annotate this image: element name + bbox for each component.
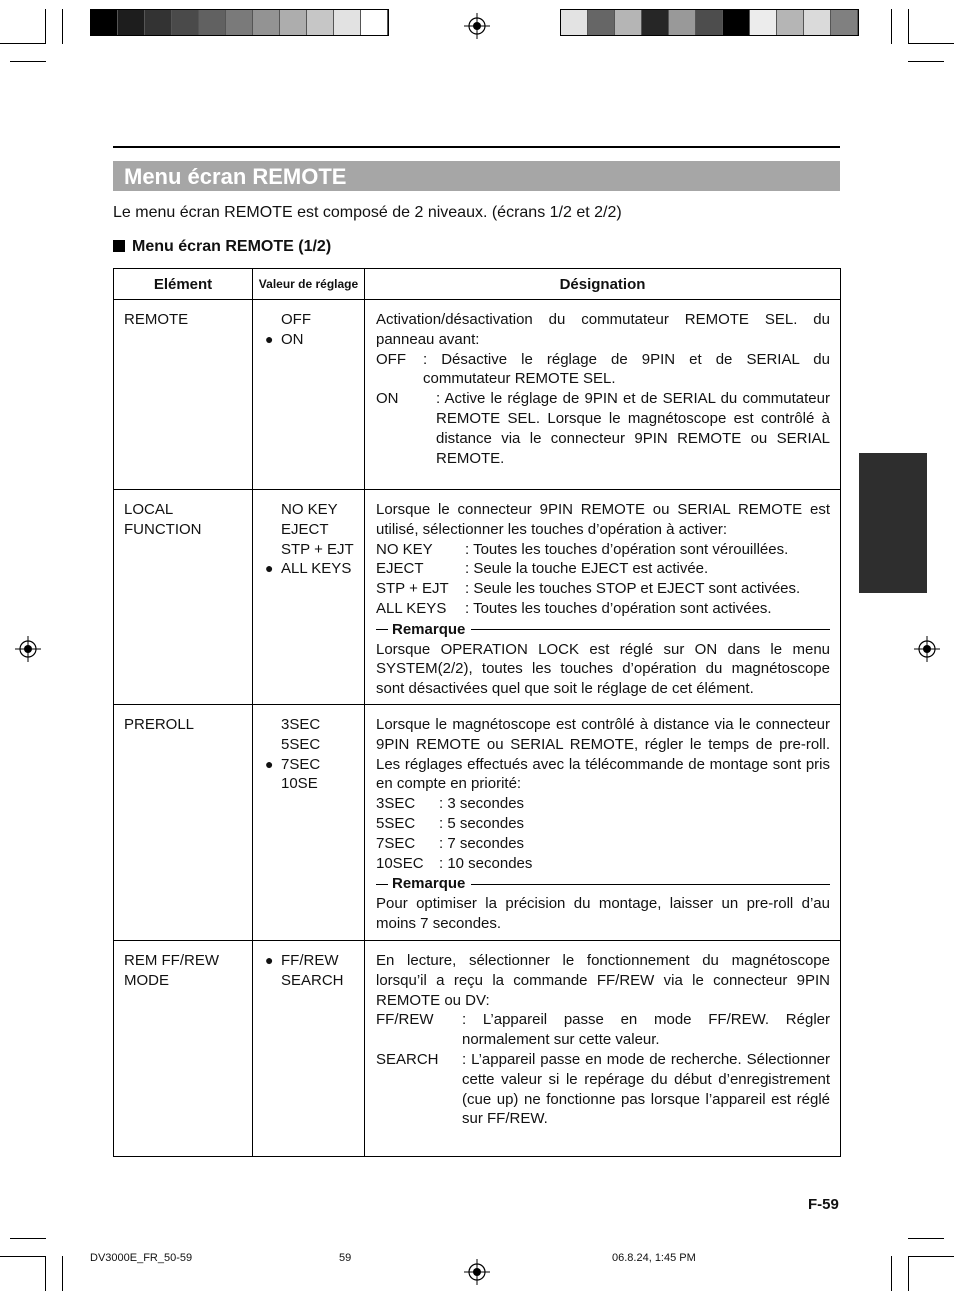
option-key: ALL KEYS — [376, 599, 447, 617]
color-swatch — [118, 10, 145, 35]
remark-rule — [471, 629, 830, 630]
option-description — [376, 559, 830, 579]
section-heading-text: Menu écran REMOTE (1/2) — [132, 238, 332, 255]
option-label: 7SEC — [281, 755, 321, 773]
color-swatch — [588, 10, 615, 35]
color-swatch — [91, 10, 118, 35]
color-swatch — [561, 10, 588, 35]
option-label: OFF — [281, 311, 311, 328]
option-description — [376, 1010, 830, 1050]
header-rule — [113, 146, 840, 148]
intro-text: Le menu écran REMOTE est composé de 2 niveaux. (écrans 1/2 et 2/2) — [113, 204, 622, 221]
filled-circle-icon: ● — [265, 560, 274, 577]
option-description — [376, 794, 830, 814]
designation-intro: Lorsque le connecteur 9PIN REMOTE ou SERIAL REMOTE est utilisé, sélectionner les touches d’opération à activer: — [376, 501, 830, 538]
remark-rule — [471, 884, 830, 885]
setting-option — [265, 500, 360, 520]
option-text: : Seule la touche EJECT est activée. — [465, 560, 709, 578]
value-cell — [253, 705, 365, 941]
color-swatch — [226, 10, 253, 35]
filled-circle-icon — [265, 735, 281, 755]
footer-page: 59 — [339, 1252, 352, 1264]
option-label: FF/REW — [281, 952, 339, 969]
setting-option — [265, 755, 360, 775]
option-label: STP + EJT — [281, 540, 354, 558]
color-swatch — [199, 10, 226, 35]
remark-label: Remarque — [392, 620, 466, 638]
option-key: 10SEC — [376, 854, 424, 872]
element-name: FUNCTION — [124, 520, 202, 538]
option-key: 5SEC — [376, 814, 416, 832]
filled-circle-icon: ● — [265, 952, 274, 968]
element-cell — [114, 490, 253, 705]
setting-option — [265, 540, 360, 560]
option-text: : Désactive le réglage de 9PIN et de SERIAL du commutateur REMOTE SEL. — [423, 350, 830, 388]
filled-circle-icon — [265, 310, 281, 330]
element-cell — [114, 300, 253, 490]
element-name: LOCAL — [124, 501, 174, 518]
option-description — [376, 350, 830, 390]
footer-filename: DV3000E_FR_50-59 — [90, 1252, 193, 1264]
remark-dash — [376, 629, 388, 630]
option-key: OFF — [376, 350, 406, 368]
color-swatch — [750, 10, 777, 35]
option-text: : Active le réglage de 9PIN et de SERIAL du commutateur REMOTE SEL. Lorsque le magnétoscope est contrôlé à distance via le connecteur 9PIN REMOTE ou SERIAL REMOTE. — [436, 390, 830, 467]
setting-option — [265, 951, 360, 971]
settings-table — [113, 268, 841, 1157]
page-title: Menu écran REMOTE — [124, 164, 347, 189]
color-swatch — [361, 10, 388, 35]
option-text: : L’appareil passe en mode FF/REW. Régler normalement sur cette valeur. — [462, 1011, 830, 1049]
color-swatch — [804, 10, 831, 35]
designation-cell — [365, 300, 841, 490]
filled-circle-icon — [265, 715, 281, 735]
filled-circle-icon — [265, 500, 281, 520]
square-bullet-icon — [113, 240, 125, 252]
color-swatch — [777, 10, 804, 35]
option-label: ALL KEYS — [281, 560, 352, 578]
option-label: NO KEY — [281, 501, 338, 518]
option-description — [376, 540, 830, 560]
option-label: ON — [281, 330, 304, 348]
color-swatch — [669, 10, 696, 35]
remark-heading — [376, 620, 830, 640]
option-text: : Seule les touches STOP et EJECT sont activées. — [465, 580, 801, 598]
option-description — [376, 1050, 830, 1129]
title-bar — [113, 161, 840, 191]
color-swatch — [615, 10, 642, 35]
option-text: : Toutes les touches d’opération sont activées. — [465, 599, 772, 617]
setting-option — [265, 310, 360, 330]
option-key: NO KEY — [376, 540, 433, 558]
setting-option — [265, 715, 360, 735]
value-cell — [253, 300, 365, 490]
option-description — [376, 834, 830, 854]
header-value: Valeur de réglage — [253, 269, 365, 300]
color-swatch — [280, 10, 307, 35]
color-swatch — [334, 10, 361, 35]
setting-option — [265, 971, 360, 991]
option-text: : 3 secondes — [439, 795, 525, 813]
color-calibration-bar-left — [90, 9, 389, 36]
option-text: : Toutes les touches d’opération sont vérouillées. — [465, 540, 789, 558]
option-key: 7SEC — [376, 834, 416, 852]
registration-mark-icon — [15, 636, 41, 662]
option-text: : 7 secondes — [439, 834, 525, 852]
table-row — [114, 490, 841, 705]
option-description — [376, 854, 830, 874]
remark-text: Lorsque OPERATION LOCK est réglé sur ON dans le menu SYSTEM(2/2), toutes les touches d’opération du magnétoscope sont désactivées quel que soit le réglage de cet élément. — [376, 640, 830, 698]
option-key: ON — [376, 390, 399, 408]
designation-cell — [365, 490, 841, 705]
setting-option — [265, 330, 360, 350]
setting-option — [265, 559, 360, 579]
table-row — [114, 941, 841, 1157]
remark-heading — [376, 874, 830, 894]
page-number: F-59 — [808, 1196, 839, 1213]
section-heading — [113, 238, 331, 256]
option-description — [376, 599, 830, 619]
color-swatch — [172, 10, 199, 35]
option-label: EJECT — [281, 520, 329, 538]
color-swatch — [642, 10, 669, 35]
color-swatch — [253, 10, 280, 35]
remark-text: Pour optimiser la précision du montage, laisser un pre-roll d’au moins 7 secondes. — [376, 895, 830, 932]
registration-mark-icon — [464, 1259, 490, 1285]
option-description — [376, 579, 830, 599]
option-description — [376, 389, 830, 468]
value-cell — [253, 490, 365, 705]
header-element: Elément — [114, 269, 253, 300]
setting-option — [265, 520, 360, 540]
option-key: SEARCH — [376, 1050, 439, 1068]
color-swatch — [307, 10, 334, 35]
option-text: : 5 secondes — [439, 814, 525, 832]
setting-option — [265, 735, 360, 755]
element-name: PREROLL — [124, 716, 195, 733]
section-side-tab — [859, 453, 927, 593]
filled-circle-icon — [265, 540, 281, 560]
option-key: STP + EJT — [376, 580, 449, 598]
registration-mark-icon — [464, 13, 490, 39]
option-text: : L’appareil passe en mode de recherche. Sélectionner cette valeur si le repérage du début d’enregistrement (cue up) ne fonctionne pas lorsque l’appareil est réglé sur FF/REW. — [462, 1050, 830, 1128]
option-key: FF/REW — [376, 1011, 434, 1029]
header-designation: Désignation — [365, 269, 841, 300]
element-name: REM FF/REW — [124, 952, 219, 969]
filled-circle-icon — [265, 774, 281, 794]
color-swatch — [696, 10, 723, 35]
filled-circle-icon — [265, 971, 281, 991]
color-swatch — [145, 10, 172, 35]
color-swatch — [831, 10, 858, 35]
filled-circle-icon: ● — [265, 755, 274, 772]
option-text: : 10 secondes — [439, 854, 533, 872]
designation-cell — [365, 705, 841, 941]
footer-date: 06.8.24, 1:45 PM — [612, 1252, 696, 1264]
element-name: REMOTE — [124, 311, 189, 328]
table-row — [114, 705, 841, 941]
designation-intro: Activation/désactivation du commutateur REMOTE SEL. du panneau avant: — [376, 311, 830, 348]
color-swatch — [723, 10, 750, 35]
option-key: 3SEC — [376, 795, 416, 813]
option-label: 10SE — [281, 775, 318, 793]
option-description — [376, 814, 830, 834]
filled-circle-icon — [265, 520, 281, 540]
option-label: 5SEC — [281, 735, 321, 753]
designation-intro: Lorsque le magnétoscope est contrôlé à distance via le connecteur 9PIN REMOTE ou SERIAL REMOTE, régler le temps de pre-roll. Les réglages effectués avec la télécommande de montage sont pris en compte en priorité: — [376, 716, 830, 793]
color-calibration-bar-right — [560, 9, 859, 36]
value-cell — [253, 941, 365, 1157]
setting-option — [265, 774, 360, 794]
option-key: EJECT — [376, 560, 424, 578]
option-label: SEARCH — [281, 971, 344, 989]
element-name: MODE — [124, 971, 169, 989]
filled-circle-icon: ● — [265, 330, 274, 347]
remark-label: Remarque — [392, 875, 466, 893]
element-cell — [114, 705, 253, 941]
remark-dash — [376, 884, 388, 885]
designation-intro: En lecture, sélectionner le fonctionnement du magnétoscope lorsqu’il a reçu la commande FF/REW via le connecteur 9PIN REMOTE ou DV: — [376, 952, 830, 1009]
registration-mark-icon — [914, 636, 940, 662]
table-row — [114, 300, 841, 490]
element-cell — [114, 941, 253, 1157]
designation-cell — [365, 941, 841, 1157]
option-label: 3SEC — [281, 716, 321, 733]
